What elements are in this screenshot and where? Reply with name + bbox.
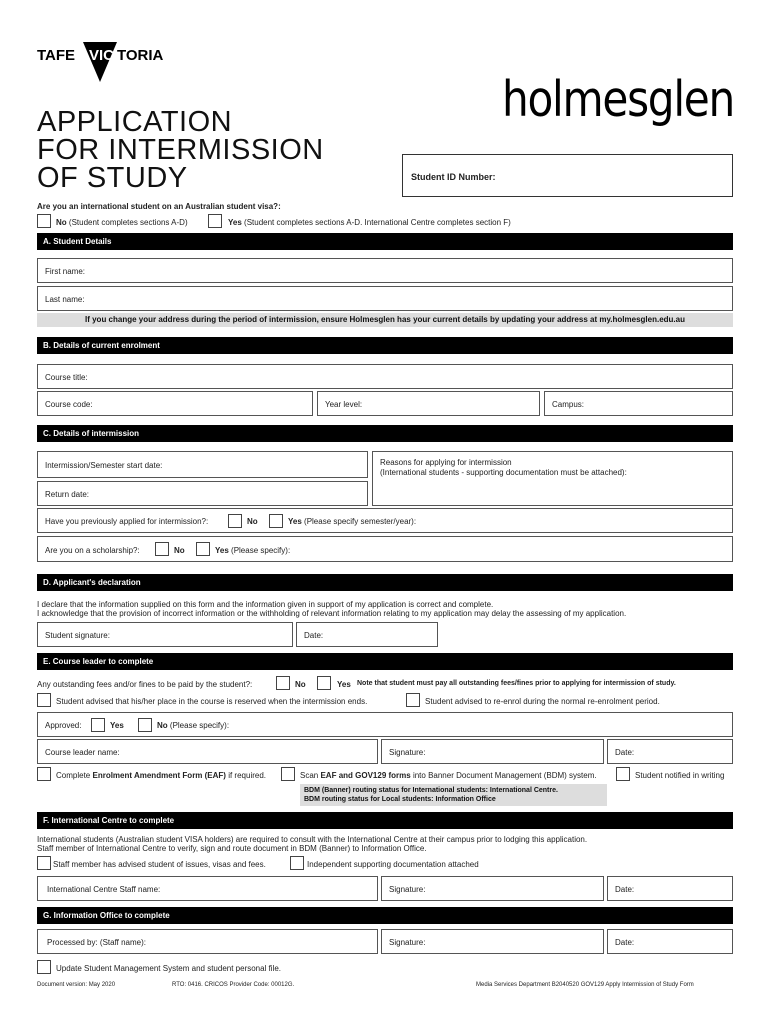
intl-staff-name-label: International Centre Staff name: [47,885,161,894]
address-note-text: If you change your address during the period of intermission, ensure Holmesglen has your current details by updating your address at my.holmesglen.edu.au [85,315,685,324]
staff-advised-label: Staff member has advised student of issues, visas and fees. [53,860,266,869]
place-reserved-label: Student advised that his/her place in the course is reserved when the intermission ends. [56,697,368,706]
svg-text:TAFE: TAFE [37,47,76,64]
visa-no-checkbox[interactable] [37,214,51,228]
fees-no-label: No [295,680,306,689]
info-date-label: Date: [615,938,635,947]
footer-rto: RTO: 0416. CRICOS Provider Code: 00012G. [172,982,295,988]
student-id-field[interactable] [402,154,733,197]
independent-docs-checkbox[interactable] [290,856,304,870]
approved-no-label: No (Please specify): [157,721,230,730]
place-reserved-checkbox[interactable] [37,693,51,707]
declaration-date-field[interactable] [296,622,438,647]
campus-field[interactable] [544,391,733,416]
prev-applied-no-checkbox[interactable] [228,514,242,528]
prev-applied-yes-label: Yes (Please specify semester/year): [288,517,417,526]
campus-label: Campus: [552,400,585,409]
reasons-field[interactable] [372,451,733,506]
section-b-header: B. Details of current enrolment [37,337,733,354]
course-leader-date-field[interactable] [607,739,733,764]
approved-yes-checkbox[interactable] [91,718,105,732]
visa-no-label: No (Student completes sections A-D) [56,218,188,227]
year-level-field[interactable] [317,391,540,416]
staff-advised-checkbox[interactable] [37,856,51,870]
section-e-header: E. Course leader to complete [37,653,733,670]
section-g-header: G. Information Office to complete [37,907,733,924]
course-leader-signature-label: Signature: [389,748,426,757]
first-name-field[interactable] [37,258,733,283]
declaration-date-label: Date: [304,631,324,640]
info-signature-field[interactable] [381,929,604,954]
scholarship-no-label: No [174,546,185,555]
fees-note: Note that student must pay all outstanding fees/fines prior to applying for intermission of study. [357,680,676,687]
page-title [37,108,324,192]
year-level-label: Year level: [325,400,363,409]
course-code-field[interactable] [37,391,313,416]
complete-eaf-checkbox[interactable] [37,767,51,781]
section-d-header: D. Applicant's declaration [37,574,733,591]
update-sms-label: Update Student Management System and student personal file. [56,964,282,973]
scholarship-label: Are you on a scholarship?: [45,546,140,555]
visa-yes-checkbox[interactable] [208,214,222,228]
scholarship-yes-label: Yes (Please specify): [215,546,291,555]
intl-staff-name-field[interactable] [37,876,378,901]
routing-local-text: BDM routing status for Local students: Information Office [304,796,496,803]
tafe-victoria-logo-graphic [37,42,167,82]
student-signature-field[interactable] [37,622,293,647]
student-signature-label: Student signature: [45,631,110,640]
reasons-label-2: (International students - supporting documentation must be attached): [380,468,627,477]
prev-applied-row [37,508,733,533]
section-a-header: A. Student Details [37,233,733,250]
course-title-label: Course title: [45,373,88,382]
intl-date-label: Date: [615,885,635,894]
svg-text:holmesglen: holmesglen [502,71,734,128]
scan-forms-label: Scan EAF and GOV129 forms into Banner Document Management (BDM) system. [300,771,597,780]
declaration-line-2: I acknowledge that the provision of incorrect information or the withholding of relevant information relating to my application may delay the assessing of my application. [37,609,627,618]
student-notified-checkbox[interactable] [616,767,630,781]
re-enrol-label: Student advised to re-enrol during the normal re-enrolment period. [425,697,660,706]
complete-eaf-label: Complete Enrolment Amendment Form (EAF) if required. [56,771,266,780]
processed-by-field[interactable] [37,929,378,954]
holmesglen-logo [502,34,734,134]
routing-intl-text: BDM (Banner) routing status for International students: International Centre. [304,787,558,794]
routing-note [300,784,607,806]
return-date-label: Return date: [45,490,90,499]
fees-yes-checkbox[interactable] [317,676,331,690]
student-notified-label: Student notified in writing [635,771,725,780]
title-line-1: APPLICATION [37,106,233,138]
address-note [37,313,733,327]
visa-question: Are you an international student on an Australian student visa?: [37,202,281,211]
student-id-label: Student ID Number: [411,172,496,182]
approved-row [37,712,733,737]
prev-applied-label: Have you previously applied for intermission?: [45,517,209,526]
prev-applied-no-label: No [247,517,258,526]
tafe-victoria-logo [37,42,167,82]
processed-by-label: Processed by: (Staff name): [47,938,147,947]
intl-signature-field[interactable] [381,876,604,901]
section-f-intro-1: International students (Australian student VISA holders) are required to consult with the International Centre at their campus prior to lodging this application. [37,835,588,844]
prev-applied-yes-checkbox[interactable] [269,514,283,528]
section-f-intro-2: Staff member of International Centre to verify, sign and route document in BDM (Banner) to Information Office. [37,844,427,853]
title-line-2: FOR INTERMISSION [37,134,324,166]
fees-no-checkbox[interactable] [276,676,290,690]
declaration-line-1: I declare that the information supplied on this form and the information given in support of my application is correct and complete. [37,600,494,609]
svg-text:TORIA: TORIA [117,47,164,64]
course-leader-name-field[interactable] [37,739,378,764]
footer-media: Media Services Department B2040520 GOV129 Apply Intermission of Study Form [476,982,694,988]
approved-label: Approved: [45,721,82,730]
footer-version: Document version: May 2020 [37,982,116,988]
course-code-label: Course code: [45,400,93,409]
info-signature-label: Signature: [389,938,426,947]
independent-docs-label: Independent supporting documentation attached [307,860,479,869]
course-leader-signature-field[interactable] [381,739,604,764]
scholarship-no-checkbox[interactable] [155,542,169,556]
scholarship-row [37,536,733,562]
intl-signature-label: Signature: [389,885,426,894]
section-f-header: F. International Centre to complete [37,812,733,829]
reasons-label-1: Reasons for applying for intermission [380,458,512,467]
start-date-label: Intermission/Semester start date: [45,461,163,470]
scan-forms-checkbox[interactable] [281,767,295,781]
start-date-field[interactable] [37,451,368,478]
title-line-3: OF STUDY [37,162,188,194]
svg-text:VIC: VIC [89,47,115,64]
holmesglen-logo-graphic [502,34,734,134]
return-date-field[interactable] [37,481,368,506]
update-sms-checkbox[interactable] [37,960,51,974]
intl-date-field[interactable] [607,876,733,901]
scholarship-yes-checkbox[interactable] [196,542,210,556]
last-name-field[interactable] [37,286,733,311]
approved-no-checkbox[interactable] [138,718,152,732]
re-enrol-checkbox[interactable] [406,693,420,707]
section-c-header: C. Details of intermission [37,425,733,442]
info-date-field[interactable] [607,929,733,954]
course-leader-name-label: Course leader name: [45,748,120,757]
first-name-label: First name: [45,267,86,276]
fees-question: Any outstanding fees and/or fines to be paid by the student?: [37,680,253,689]
fees-yes-label: Yes [337,680,351,689]
course-leader-date-label: Date: [615,748,635,757]
last-name-label: Last name: [45,295,85,304]
course-title-field[interactable] [37,364,733,389]
approved-yes-label: Yes [110,721,124,730]
visa-yes-label: Yes (Student completes sections A-D. International Centre completes section F) [228,218,511,227]
